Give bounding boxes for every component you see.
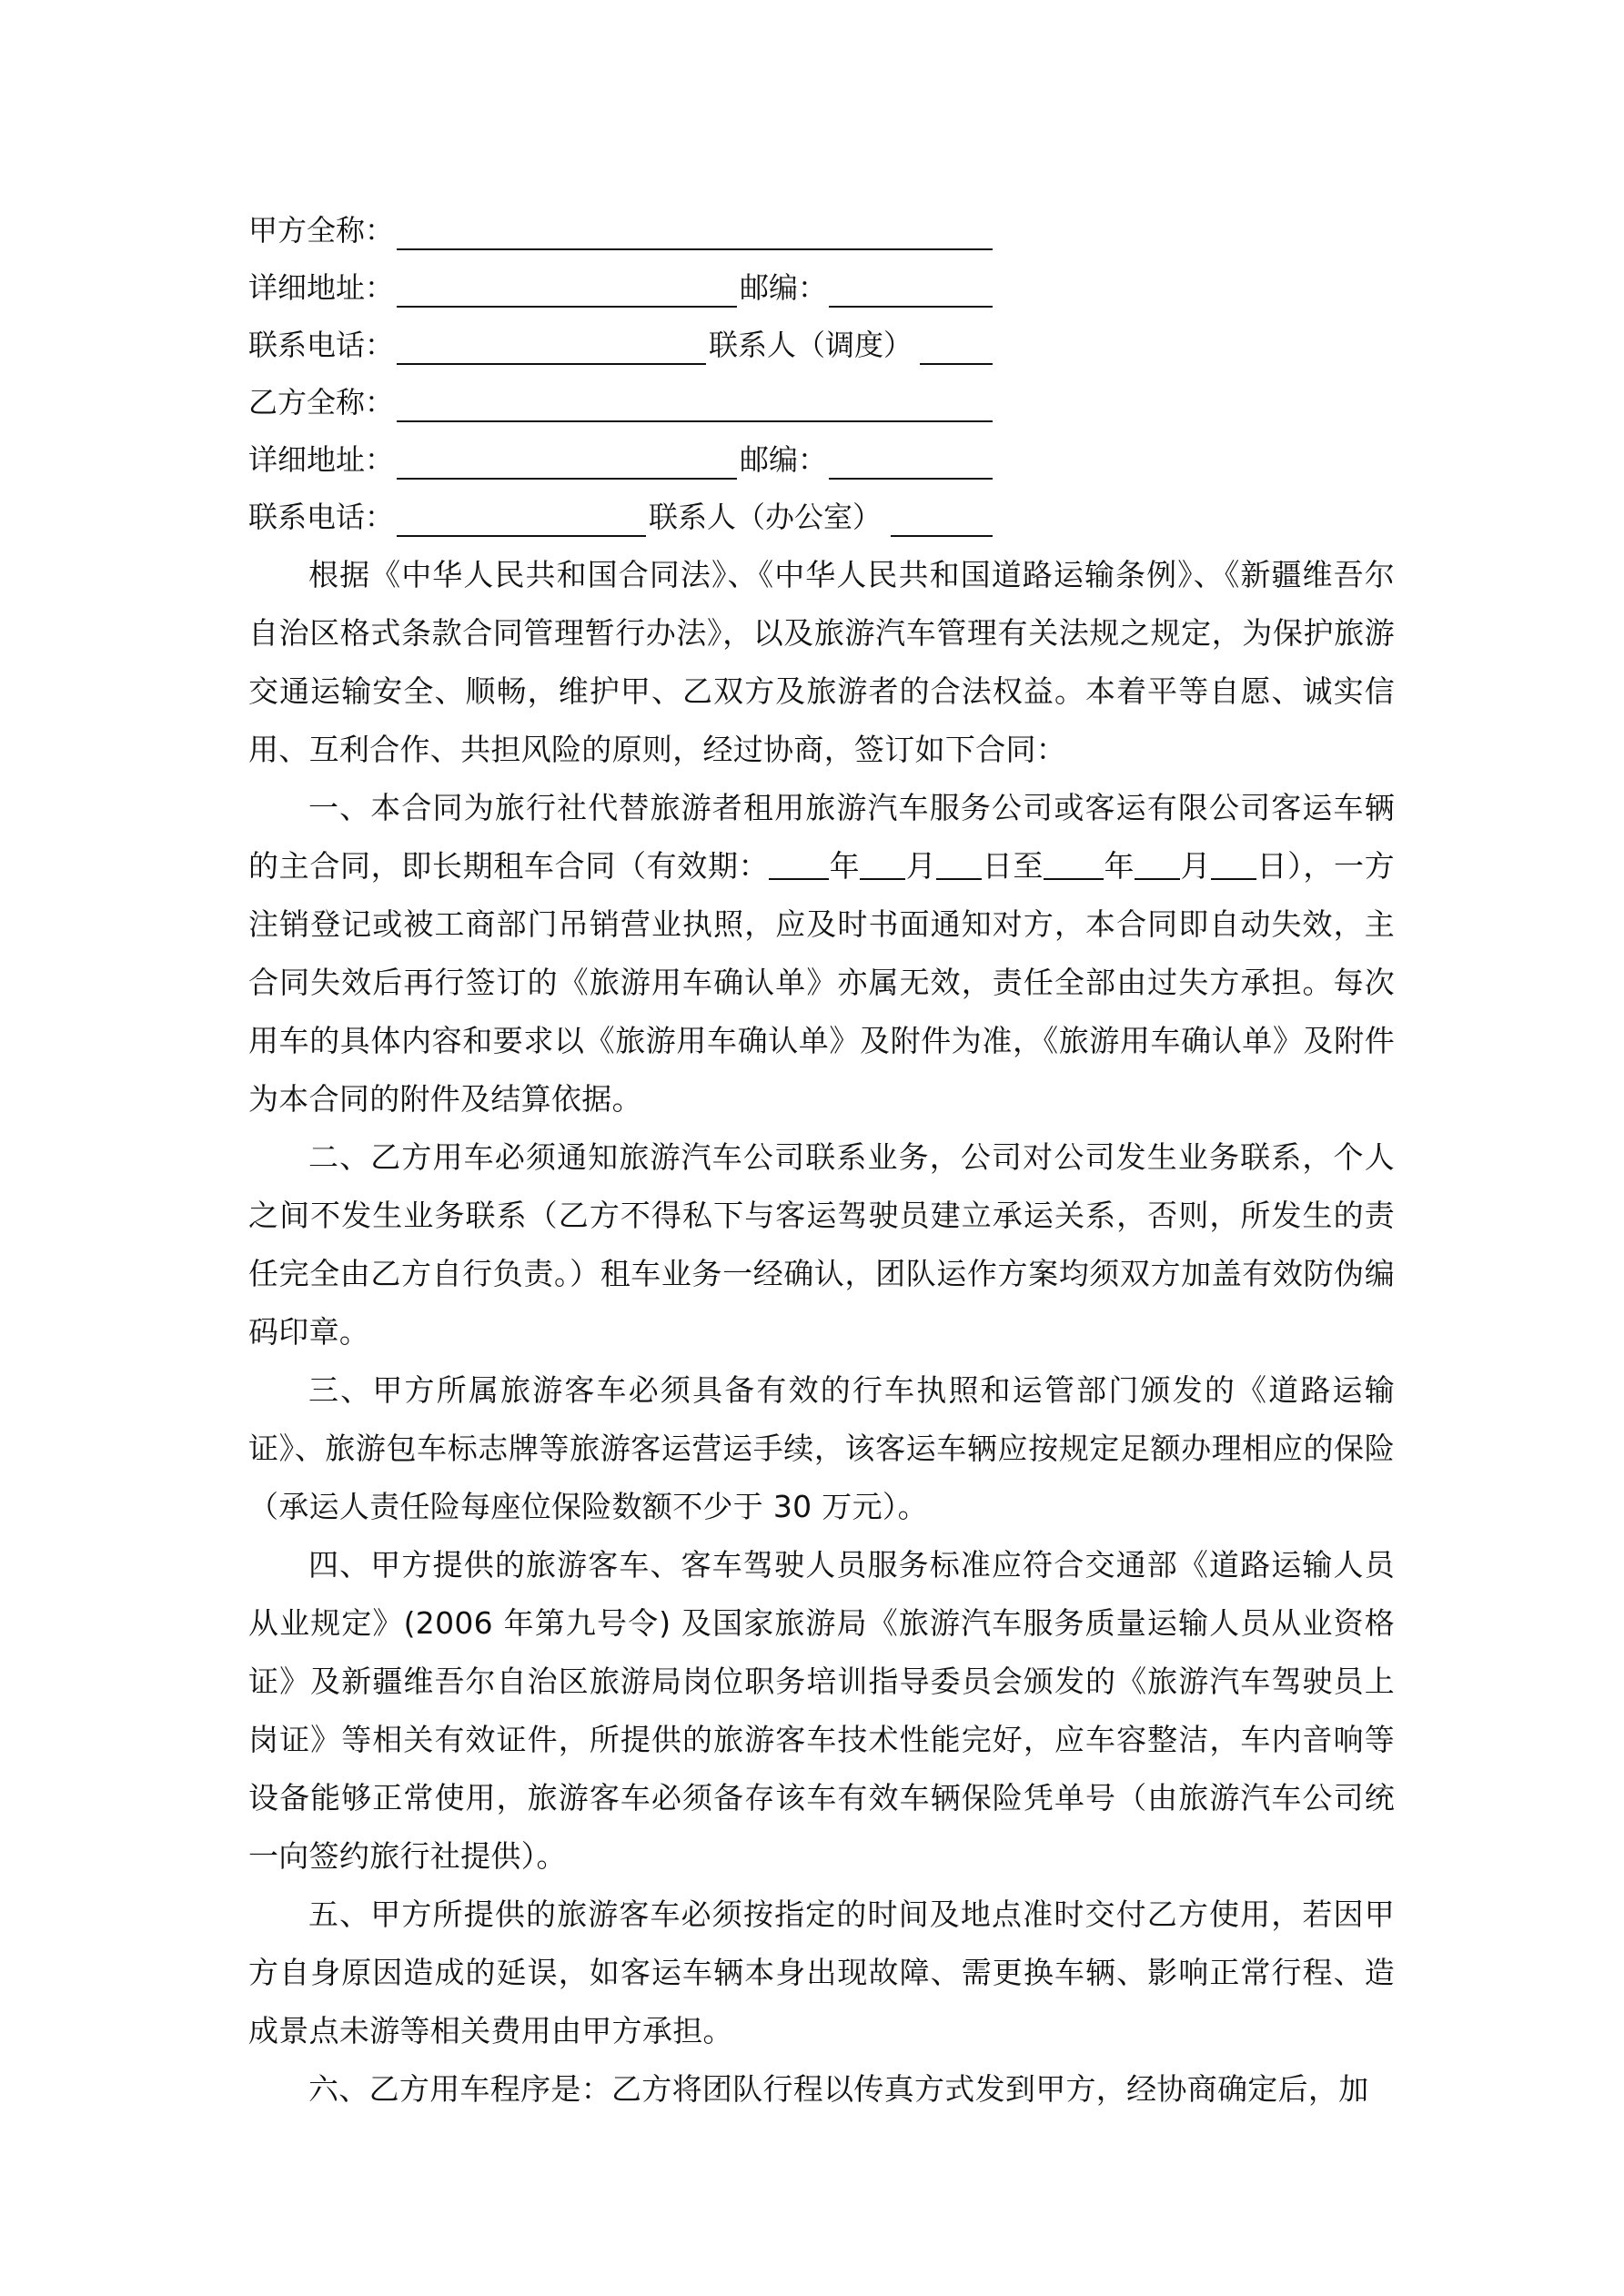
party-a-contact-label: 联系人（调度） [709,328,913,362]
party-b-contact-label: 联系人（办公室） [649,500,883,534]
party-a-phone-row [248,317,1395,374]
party-b-contact-blank [891,535,993,537]
end-month-label: 月 [1180,848,1212,884]
intro-paragraph: 根据《中华人民共和国合同法》、《中华人民共和国道路运输条例》、《新疆维吾尔自治区格式条款合同管理暂行办法》，以及旅游汽车管理有关法规之规定，为保护旅游交通运输安全、顺畅，维护甲、乙双方及旅游者的合法权益。本着平等自愿、诚实信用、互利合作、共担风险的原则，经过协商，签订如下合同： [248,557,1395,767]
end-year-blank [1044,853,1104,880]
clause-6-paragraph: 六、乙方用车程序是：乙方将团队行程以传真方式发到甲方，经协商确定后，加 [308,2071,1369,2107]
party-a-contact-blank [920,363,993,365]
clause-5-paragraph: 五、甲方所提供的旅游客车必须按指定的时间及地点准时交付乙方使用，若因甲方自身原因造成的延误，如客运车辆本身出现故障、需更换车辆、影响正常行程、造成景点未游等相关费用由甲方承担。 [248,1896,1395,2048]
party-a-name-row [248,202,1395,259]
start-year-blank [769,853,829,880]
party-a-postcode-blank [829,306,993,308]
clause-3-paragraph: 三、甲方所属旅游客车必须具备有效的行车执照和运管部门颁发的《道路运输证》、旅游包车标志牌等旅游客运营运手续，该客运车辆应按规定足额办理相应的保险（承运人责任险每座位保险数额不少于 30 万元）。 [248,1372,1395,1524]
end-year-label: 年 [1104,848,1135,884]
party-b-postcode-blank [829,478,993,480]
party-a-postcode-label: 邮编： [740,270,828,305]
clause-1-paragraph [248,779,1395,1128]
party-a-phone-label: 联系电话： [248,328,395,362]
end-month-blank [1135,853,1180,880]
start-year-label: 年 [829,848,861,884]
party-b-name-row [248,374,1395,431]
party-b-address-row [248,431,1395,489]
party-b-phone-row [248,489,1395,546]
party-b-name-blank [397,420,993,422]
party-b-phone-label: 联系电话： [248,500,395,534]
party-a-address-row [248,259,1395,317]
party-b-name-label: 乙方全称： [248,385,395,420]
party-b-postcode-label: 邮编： [740,442,828,477]
party-b-address-blank [397,478,737,480]
clause-4-paragraph: 四、甲方提供的旅游客车、客车驾驶人员服务标准应符合交通部《道路运输人员从业规定》(2006 年第九号令) 及国家旅游局《旅游汽车服务质量运输人员从业资格证》及新疆维吾尔自治区旅游局岗位职务培训指导委员会颁发的《旅游汽车驾驶员上岗证》等相关有效证件，所提供的旅游客车技术性能完好，应车容整洁，车内音响等设备能够正常使用，旅游客车必须备存该车有效车辆保险凭单号（由旅游汽车公司统一向签约旅行社提供）。 [248,1547,1395,1874]
party-a-phone-blank [397,363,706,365]
party-b-phone-blank [397,535,646,537]
clause-1-text-end: 日），一方注销登记或被工商部门吊销营业执照，应及时书面通知对方，本合同即自动失效，主合同失效后再行签订的《旅游用车确认单》亦属无效，责任全部由过失方承担。每次用车的具体内容和要求以《旅游用车确认单》及附件为准，《旅游用车确认单》及附件为本合同的附件及结算依据。 [248,848,1395,1117]
start-day-blank [936,853,982,880]
party-b-address-label: 详细地址： [248,442,395,477]
clause-2-paragraph: 二、乙方用车必须通知旅游汽车公司联系业务，公司对公司发生业务联系，个人之间不发生业务联系（乙方不得私下与客运驾驶员建立承运关系，否则，所发生的责任完全由乙方自行负责。）租车业务一经确认，团队运作方案均须双方加盖有效防伪编码印章。 [248,1139,1395,1350]
contract-body [248,202,1395,2119]
clause-1-text-start: 一、本合同为旅行社代替旅游者租用旅游汽车服务公司或客运有限公司客运车辆的主合同，即长期租车合同（有效期： [248,790,1395,884]
start-day-label: 日至 [982,848,1044,884]
start-month-label: 月 [905,848,937,884]
party-a-name-blank [397,248,993,250]
start-month-blank [860,853,905,880]
party-a-address-label: 详细地址： [248,270,395,305]
end-day-blank [1211,853,1256,880]
party-a-address-blank [397,306,737,308]
party-a-name-label: 甲方全称： [248,213,395,248]
